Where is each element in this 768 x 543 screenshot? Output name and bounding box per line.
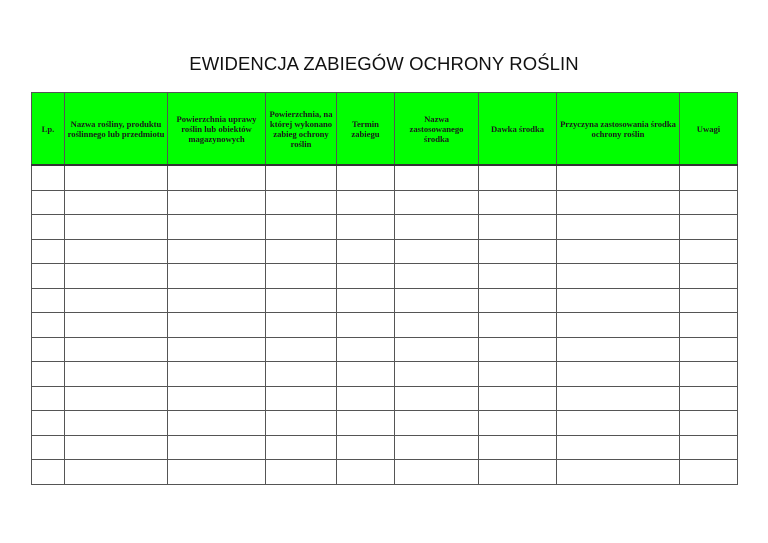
plant-protection-register-table [31, 92, 738, 485]
table-cell[interactable] [557, 264, 680, 289]
table-cell[interactable] [557, 288, 680, 313]
table-row [32, 264, 738, 289]
table-cell[interactable] [680, 435, 738, 460]
column-header-remarks: Uwagi [680, 93, 738, 166]
table-cell[interactable] [266, 264, 337, 289]
table-cell[interactable] [557, 337, 680, 362]
table-cell[interactable] [266, 435, 337, 460]
table-cell[interactable] [337, 411, 395, 436]
table-cell[interactable] [479, 239, 557, 264]
table-cell[interactable] [395, 190, 479, 215]
table-cell[interactable] [266, 411, 337, 436]
table-cell[interactable] [168, 313, 266, 338]
table-row [32, 435, 738, 460]
table-cell[interactable] [337, 435, 395, 460]
table-cell[interactable] [557, 165, 680, 190]
table-cell[interactable] [65, 313, 168, 338]
table-cell[interactable] [680, 165, 738, 190]
table-row [32, 337, 738, 362]
table-cell[interactable] [168, 386, 266, 411]
column-header-dose: Dawka środka [479, 93, 557, 166]
table-cell[interactable] [557, 215, 680, 240]
table-cell[interactable] [395, 288, 479, 313]
table-cell[interactable] [680, 460, 738, 485]
table-cell[interactable] [32, 165, 65, 190]
table-cell[interactable] [395, 215, 479, 240]
table-cell[interactable] [479, 165, 557, 190]
table-cell[interactable] [557, 435, 680, 460]
table-cell[interactable] [168, 435, 266, 460]
table-row [32, 165, 738, 190]
table-cell[interactable] [266, 386, 337, 411]
table-cell[interactable] [680, 386, 738, 411]
table-cell[interactable] [395, 460, 479, 485]
column-header-reason: Przyczyna zastosowania środka ochrony roślin [557, 93, 680, 166]
table-cell[interactable] [479, 435, 557, 460]
table-cell[interactable] [65, 337, 168, 362]
table-cell[interactable] [32, 313, 65, 338]
table-cell[interactable] [32, 460, 65, 485]
table-cell[interactable] [65, 411, 168, 436]
table-cell[interactable] [266, 215, 337, 240]
table-cell[interactable] [32, 362, 65, 387]
table-cell[interactable] [680, 313, 738, 338]
table-cell[interactable] [557, 239, 680, 264]
table-cell[interactable] [395, 313, 479, 338]
table-cell[interactable] [168, 239, 266, 264]
table-cell[interactable] [479, 362, 557, 387]
table-cell[interactable] [32, 288, 65, 313]
table-cell[interactable] [395, 386, 479, 411]
table-cell[interactable] [32, 264, 65, 289]
table-row [32, 460, 738, 485]
table-cell[interactable] [65, 239, 168, 264]
table-cell[interactable] [168, 460, 266, 485]
table-cell[interactable] [680, 288, 738, 313]
table-row [32, 313, 738, 338]
table-cell[interactable] [680, 411, 738, 436]
table-cell[interactable] [32, 411, 65, 436]
header-row [32, 93, 738, 166]
table-cell[interactable] [680, 239, 738, 264]
table-cell[interactable] [557, 411, 680, 436]
table-cell[interactable] [65, 165, 168, 190]
table-cell[interactable] [266, 337, 337, 362]
table-cell[interactable] [557, 460, 680, 485]
table-row [32, 288, 738, 313]
table-cell[interactable] [337, 362, 395, 387]
column-header-treatment-date: Termin zabiegu [337, 93, 395, 166]
table-cell[interactable] [337, 165, 395, 190]
table-cell[interactable] [65, 435, 168, 460]
table-row [32, 411, 738, 436]
table-cell[interactable] [266, 362, 337, 387]
table-cell[interactable] [479, 264, 557, 289]
table-cell[interactable] [337, 239, 395, 264]
table-cell[interactable] [557, 190, 680, 215]
table-cell[interactable] [266, 460, 337, 485]
table-cell[interactable] [337, 190, 395, 215]
table-cell[interactable] [680, 190, 738, 215]
column-header-lp: Lp. [32, 93, 65, 166]
table-cell[interactable] [32, 239, 65, 264]
table-cell[interactable] [32, 435, 65, 460]
table-row [32, 239, 738, 264]
table-cell[interactable] [337, 264, 395, 289]
table-cell[interactable] [32, 386, 65, 411]
column-header-plant-name: Nazwa rośliny, produktu roślinnego lub przedmiotu [65, 93, 168, 166]
column-header-crop-area: Powierzchnia uprawy roślin lub obiektów magazynowych [168, 93, 266, 166]
table-cell[interactable] [479, 386, 557, 411]
table-cell[interactable] [168, 337, 266, 362]
table-cell[interactable] [168, 288, 266, 313]
table-cell[interactable] [479, 337, 557, 362]
table-cell[interactable] [266, 190, 337, 215]
table-cell[interactable] [337, 313, 395, 338]
page-title: EWIDENCJA ZABIEGÓW OCHRONY ROŚLIN [189, 53, 579, 74]
table-cell[interactable] [680, 337, 738, 362]
table-cell[interactable] [65, 362, 168, 387]
table-cell[interactable] [266, 288, 337, 313]
table-cell[interactable] [395, 411, 479, 436]
table-cell[interactable] [479, 460, 557, 485]
table-cell[interactable] [680, 215, 738, 240]
table-cell[interactable] [168, 264, 266, 289]
column-header-treated-area: Powierzchnia, na której wykonano zabieg ochrony roślin [266, 93, 337, 166]
table-cell[interactable] [337, 215, 395, 240]
table-cell[interactable] [65, 215, 168, 240]
table-cell[interactable] [65, 288, 168, 313]
table-row [32, 215, 738, 240]
table-cell[interactable] [168, 165, 266, 190]
table-cell[interactable] [337, 386, 395, 411]
table-cell[interactable] [680, 264, 738, 289]
table-cell[interactable] [680, 362, 738, 387]
table-cell[interactable] [557, 313, 680, 338]
table-cell[interactable] [32, 337, 65, 362]
table-cell[interactable] [337, 288, 395, 313]
table-cell[interactable] [557, 386, 680, 411]
table-cell[interactable] [32, 190, 65, 215]
table-cell[interactable] [65, 264, 168, 289]
table-cell[interactable] [479, 288, 557, 313]
column-header-product-name: Nazwa zastosowanego środka [395, 93, 479, 166]
table-cell[interactable] [337, 337, 395, 362]
table-cell[interactable] [395, 165, 479, 190]
table-cell[interactable] [395, 337, 479, 362]
table-row [32, 386, 738, 411]
table-cell[interactable] [65, 460, 168, 485]
table-cell[interactable] [395, 435, 479, 460]
table-cell[interactable] [65, 190, 168, 215]
table-cell[interactable] [557, 362, 680, 387]
table-cell[interactable] [266, 165, 337, 190]
table-cell[interactable] [168, 362, 266, 387]
table-body [32, 165, 738, 484]
table-cell[interactable] [395, 239, 479, 264]
table-cell[interactable] [65, 386, 168, 411]
table-cell[interactable] [32, 215, 65, 240]
table-cell[interactable] [395, 264, 479, 289]
table-row [32, 190, 738, 215]
table-cell[interactable] [479, 313, 557, 338]
table-cell[interactable] [168, 215, 266, 240]
table-cell[interactable] [168, 411, 266, 436]
table-cell[interactable] [479, 190, 557, 215]
table-row [32, 362, 738, 387]
table-cell[interactable] [479, 411, 557, 436]
table-cell[interactable] [337, 460, 395, 485]
table-cell[interactable] [266, 239, 337, 264]
table-cell[interactable] [479, 215, 557, 240]
table-cell[interactable] [395, 362, 479, 387]
table-cell[interactable] [168, 190, 266, 215]
table-cell[interactable] [266, 313, 337, 338]
